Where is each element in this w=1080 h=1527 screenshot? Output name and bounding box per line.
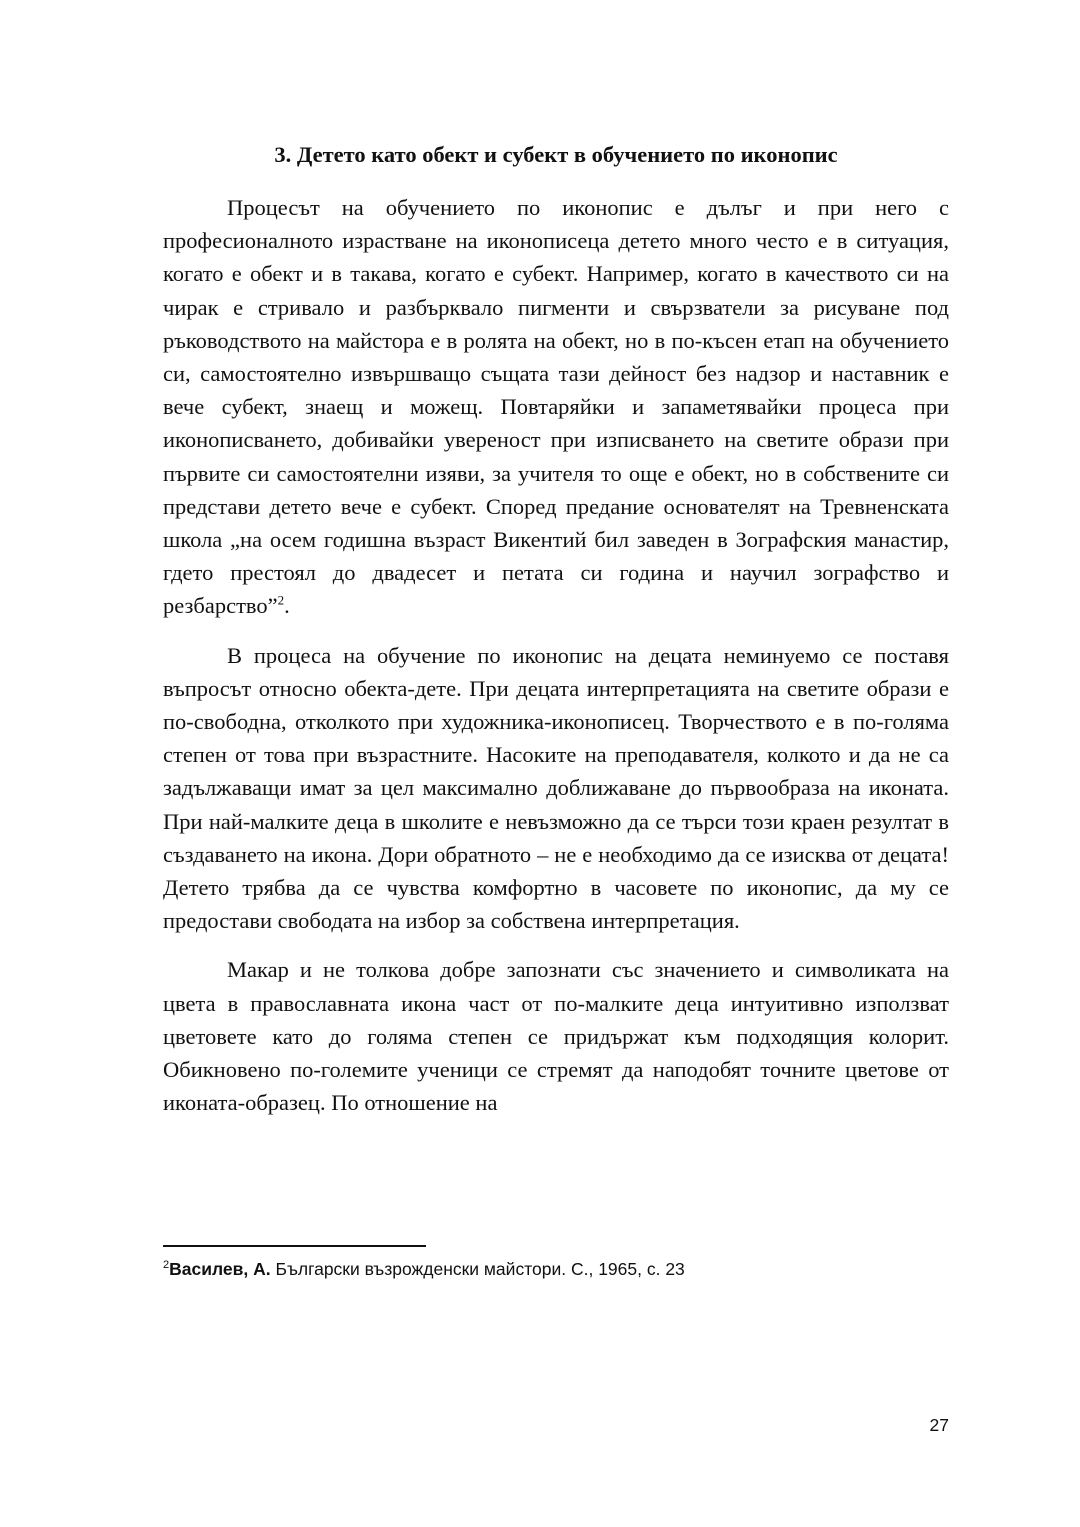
- footnote-reference: 2: [277, 592, 285, 608]
- footnote-number: 2: [163, 1259, 170, 1272]
- footnote-citation: Български възрожденски майстори. С., 1965, с. 23: [270, 1259, 685, 1279]
- footnote: [163, 1256, 949, 1282]
- paragraph-3: Макар и не толкова добре запознати със значението и символиката на цвета в православната икона част от по-малките деца интуитивно използват цветовете като до голяма степен се придържат към подходящия колорит. Обикновено по-големите ученици се стремят да наподобят точните цветове от иконата-образец. По отношение на: [163, 957, 949, 1116]
- paragraph-1-end: .: [284, 593, 290, 619]
- paragraph-2: В процеса на обучение по иконопис на децата неминуемо се поставя въпросът относно обекта-дете. При децата интерпретацията на светите образи е по-свободна, отколкото при художника-иконописец. Творчеството е в по-голяма степен от това при възрастните. Насоките на преподавателя, колкото и да не са задължаващи имат за цел максимално доближаване до първообраза на иконата. При най-малките деца в школите е невъзможно да се търси този краен резултат в създаването на икона. Дори обратното – не е необходимо да се изисква от децата! Детето трябва да се чувства комфортно в часовете по иконопис, да му се предостави свободата на избор за собствена интерпретация.: [163, 642, 949, 934]
- page-number: 27: [929, 1415, 949, 1435]
- section-heading: 3. Детето като обект и субект в обучението по иконопис: [274, 142, 838, 167]
- main-text: [163, 138, 949, 1135]
- paragraph-1: [163, 191, 949, 623]
- footnote-divider: [163, 1245, 426, 1247]
- footnote-author: Василев, А.: [169, 1259, 271, 1279]
- paragraph-1-text: Процесът на обучението по иконопис е дълъг и при него с професионалното израстване на иконописеца детето много често е в ситуация, когато е обект и в такава, когато е субект. Например, когато в качеството си на чирак е стривало и разбърквало пигменти и свързватели за рисуване под ръководството на майстора е в ролята на обект, но в по-късен етап на обучението си, самостоятелно извършващо същата тази дейност без надзор и наставник е вече субект, знаещ и можещ. Повтаряйки и запаметявайки процеса при иконописването, добивайки увереност при изписването на светите образи при първите си самостоятелни изяви, за учителя то още е обект, но в собствените си представи детето вече е субект. Според предание основателят на Тревненската школа „на осем годишна възраст Викентий бил заведен в Зографския манастир, гдето престоял до двадесет и петата си година и научил зографство и резбарство”: [163, 195, 949, 619]
